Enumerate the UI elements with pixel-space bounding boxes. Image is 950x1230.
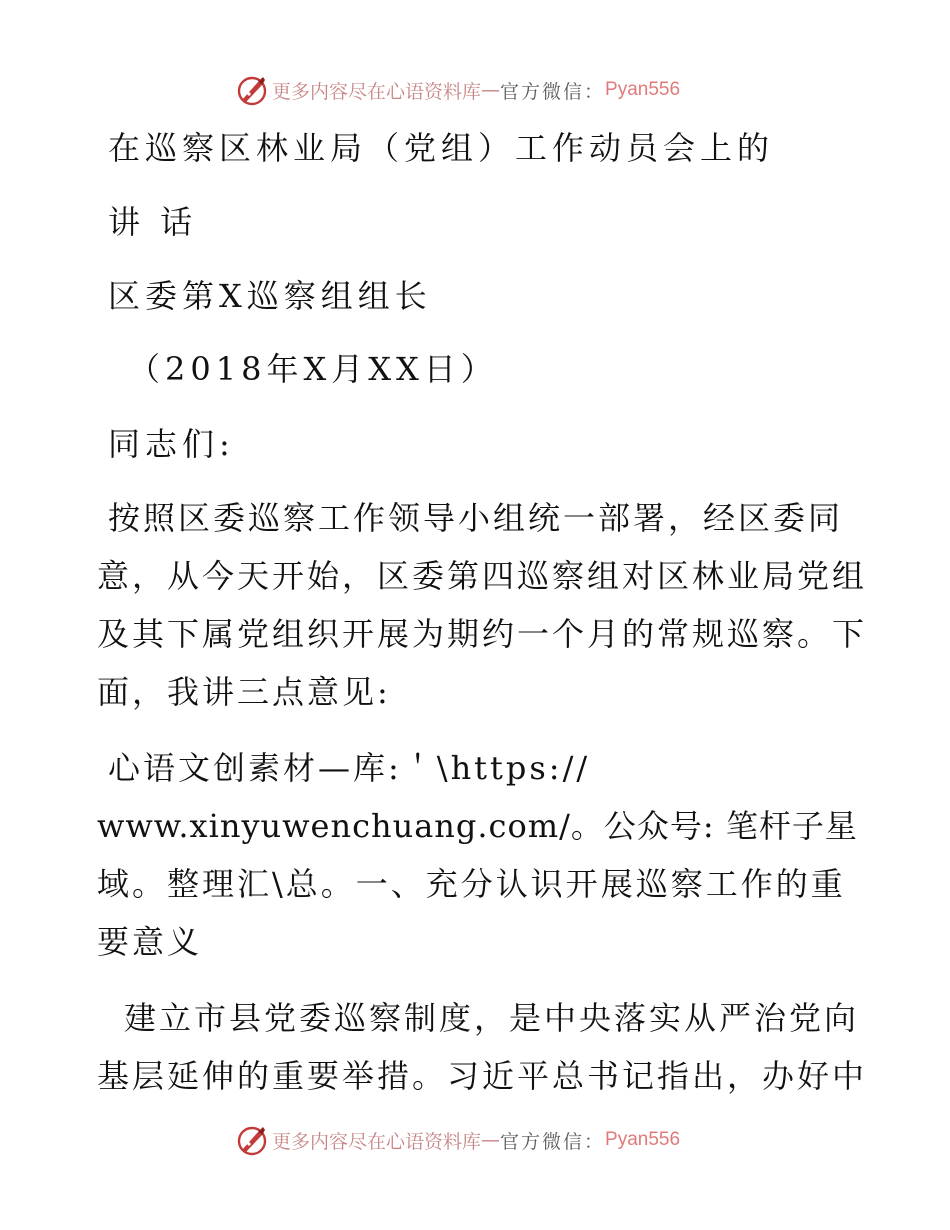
banner-promo-text: 更多内容尽在心语资料库	[272, 1130, 482, 1153]
pen-logo-icon	[236, 1124, 268, 1156]
paragraph-line: 建立市县党委巡察制度，是中央落实从严治党向	[124, 999, 860, 1037]
banner-promo-text: 更多内容尽在心语资料库	[272, 80, 482, 103]
banner-wechat-label: 官方微信：	[500, 80, 606, 103]
paragraph-line: www.xinyuwenchuang.com/。公众号: 笔杆子星	[97, 807, 858, 845]
banner-wechat-id: Pyan556	[605, 79, 681, 100]
document-title-line2: 讲 话	[108, 203, 198, 241]
paragraph-line: 面，我讲三点意见:	[97, 673, 391, 711]
paragraph-line: 域。整理汇\总。一、充分认识开展巡察工作的重	[97, 865, 846, 903]
document-title-line1: 在巡察区林业局（党组）工作动员会上的	[108, 129, 775, 167]
paragraph-line: 按照区委巡察工作领导小组统一部署，经区委同	[108, 499, 844, 537]
footer-banner	[236, 1122, 680, 1158]
banner-wechat-label: 官方微信：	[500, 1130, 606, 1153]
paragraph-line: 心语文创素材—库:＇\https://	[108, 749, 591, 787]
pen-logo-icon	[236, 74, 268, 106]
document-date: （2018年X月XX日）	[128, 350, 498, 388]
document-speaker: 区委第X巡察组组长	[108, 277, 432, 315]
banner-dash: —	[481, 79, 501, 101]
header-banner	[236, 72, 680, 108]
paragraph-line: 基层延伸的重要举措。习近平总书记指出，办好中	[97, 1057, 868, 1095]
paragraph-line: 及其下属党组织开展为期约一个月的常规巡察。下	[97, 615, 868, 653]
paragraph-line: 意，从今天开始，区委第四巡察组对区林业局党组	[97, 557, 868, 595]
document-greeting: 同志们:	[108, 425, 235, 463]
banner-dash: —	[481, 1129, 501, 1151]
banner-wechat-id: Pyan556	[605, 1129, 681, 1150]
paragraph-line: 要意义	[97, 923, 203, 961]
